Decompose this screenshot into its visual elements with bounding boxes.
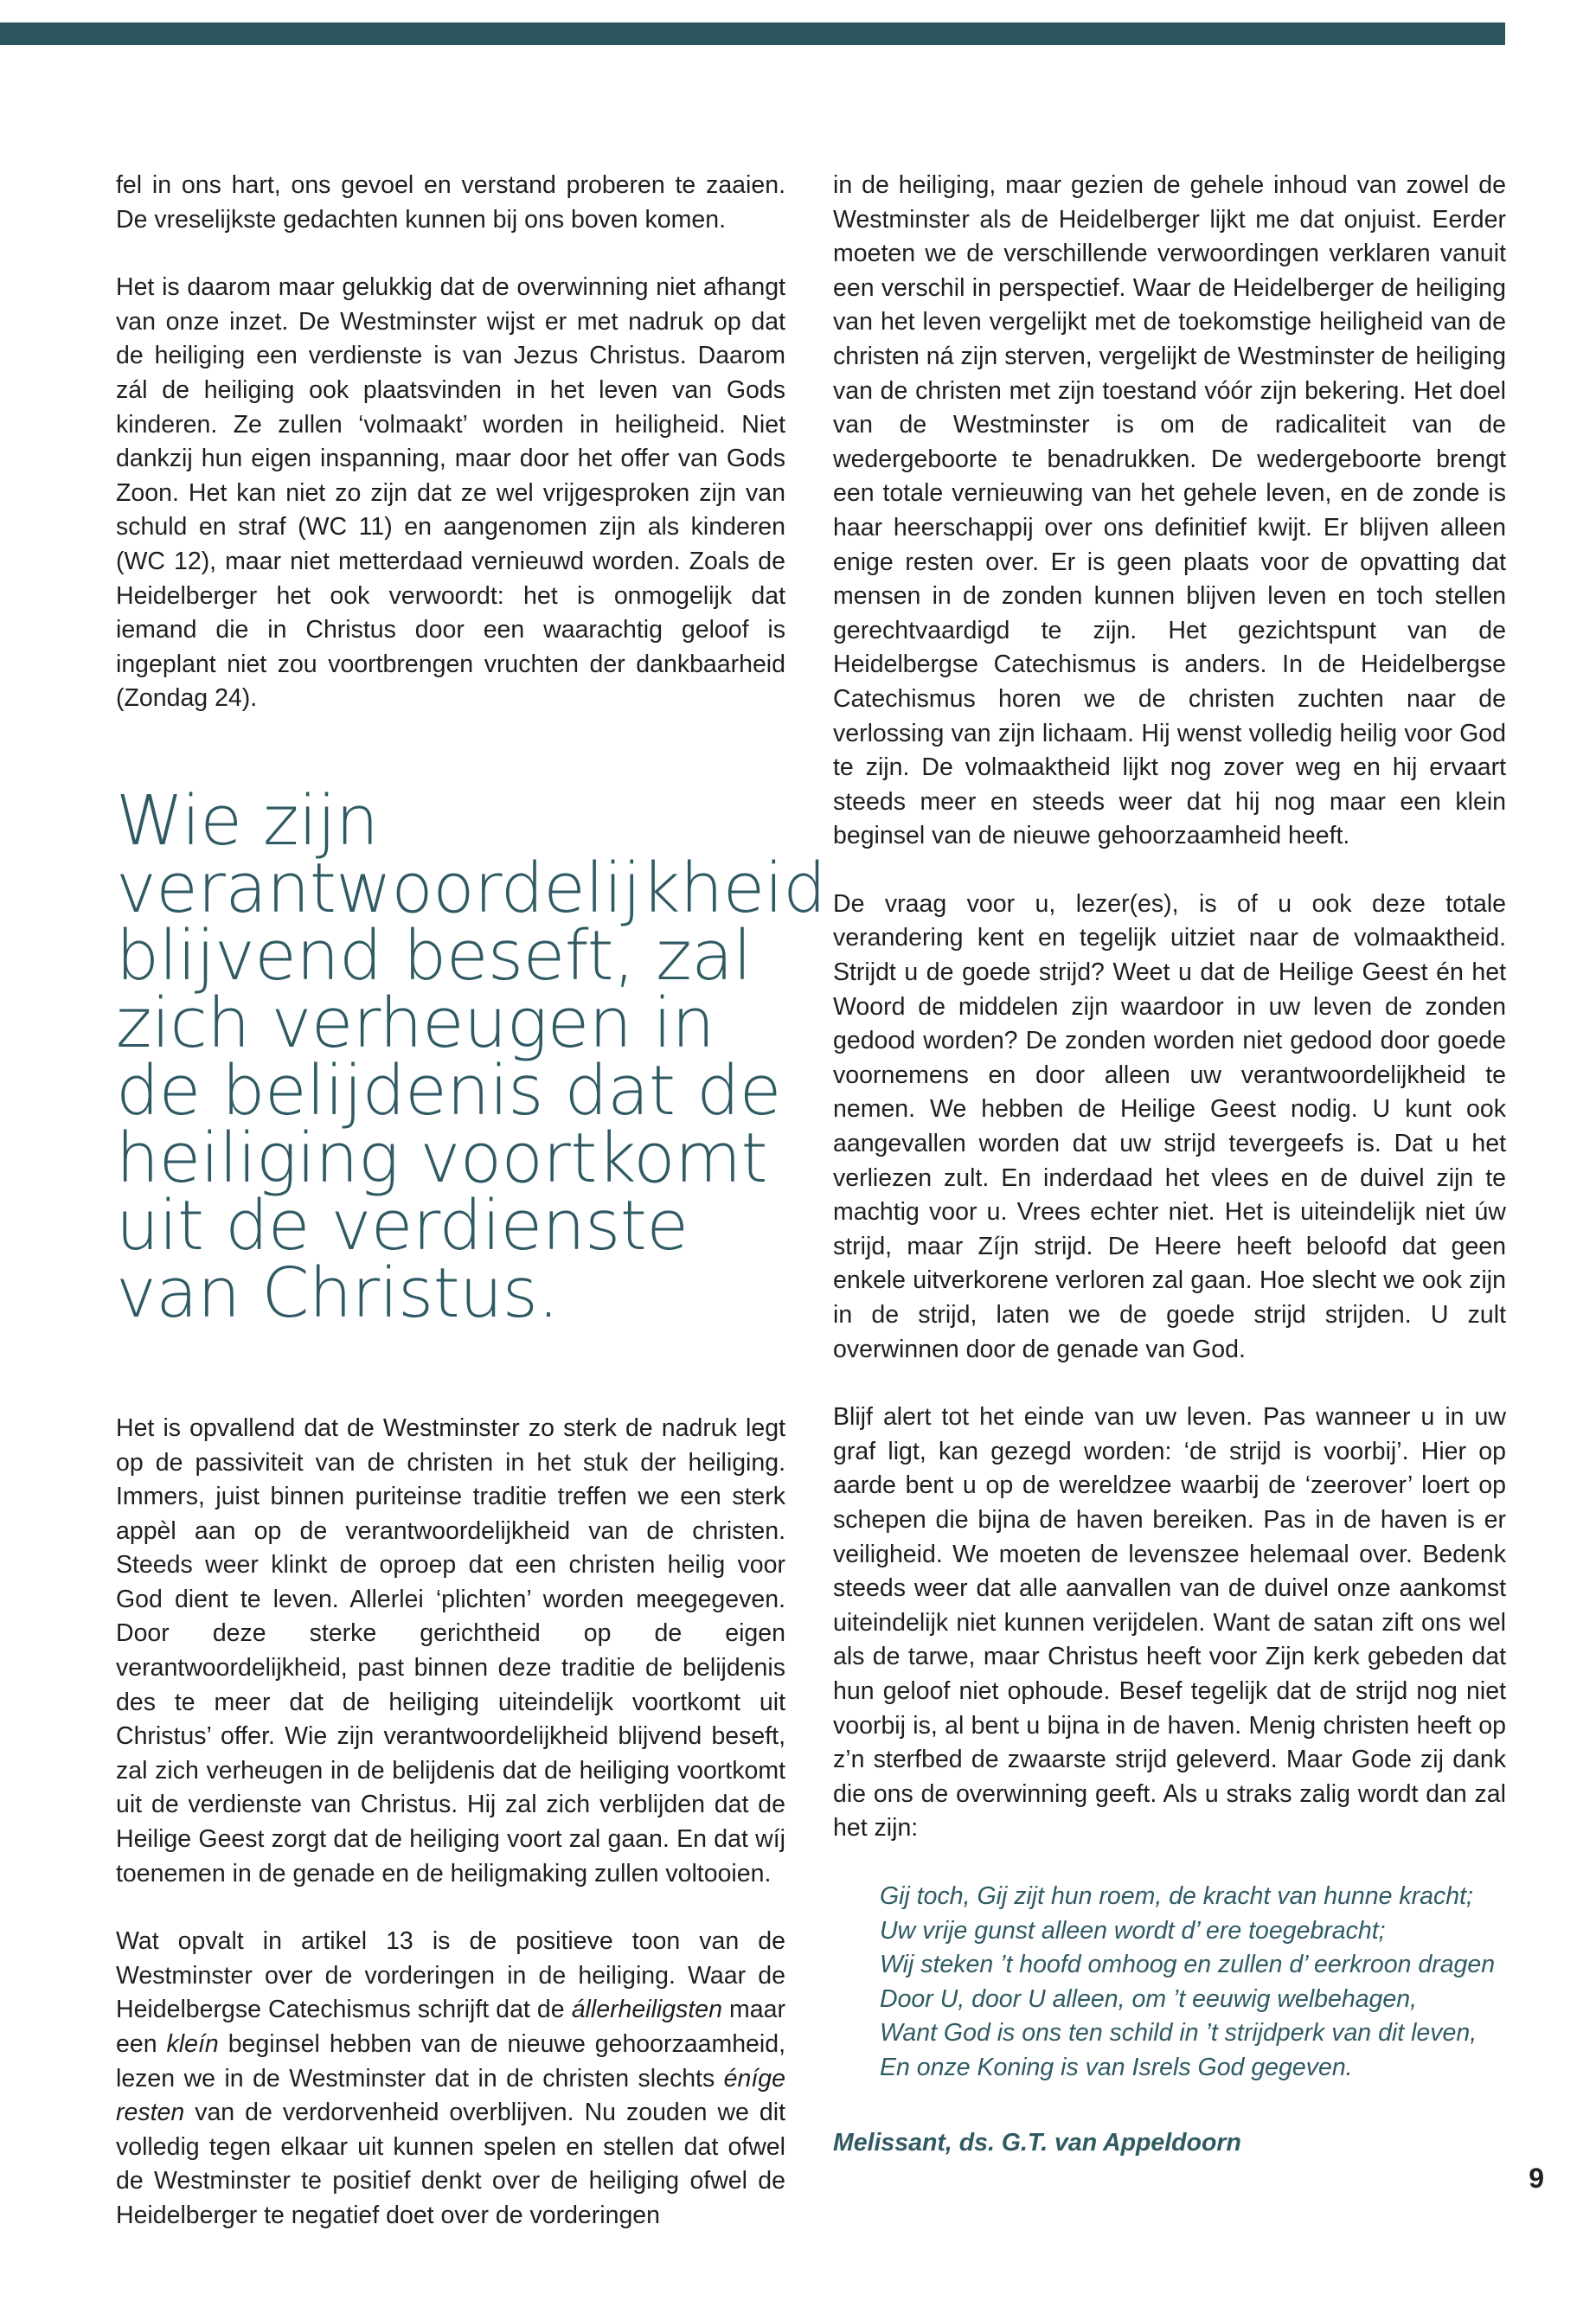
left-paragraph-2: Het is daarom maar gelukkig dat de overwinning niet afhangt van onze inzet. De Westminster wijst er met nadruk op dat de heiliging een verdienste is van Jezus Christus. Daarom zál de heiliging ook plaatsvinden in het leven van Gods kinderen. Ze zullen ‘volmaakt’ worden in heiligheid. Niet dankzij hun eigen inspanning, maar door het offer van Gods Zoon. Het kan niet zo zijn dat ze wel vrijgesproken zijn van schuld en straf (WC 11) en aangenomen zijn als kinderen (WC 12), maar niet metterdaad vernieuwd worden. Zoals de Heidelberger het ook verwoordt: het is onmogelijk dat iemand die in Christus door een waarachtig geloof is ingeplant niet zou voortbrengen vruchten der dankbaarheid (Zondag 24). [116, 273, 785, 713]
right-paragraph-1: in de heiliging, maar gezien de gehele inhoud van zowel de Westminster als de Heidelberger lijkt me dat onjuist. Eerder moeten we de verschillende verwoordingen verklaren vanuit een verschil in perspectief. Waar de Heidelberger de heiliging van het leven vergelijkt met de toekomstige heiligheid van de christen ná zijn sterven, vergelijkt de Westminster de heiliging van de christen met zijn toestand vóór zijn bekering. Het doel van de Westminster is om de radicaliteit van de wedergeboorte te benadrukken. De wedergeboorte brengt een totale vernieuwing van het gehele leven, en de zonde is haar heerschappij over ons definitief kwijt. Er blijven alleen enige resten over. Er is geen plaats voor de opvatting dat mensen in de zonden kunnen blijven leven en toch stellen gerechtvaardigd te zijn. Het gezichtspunt van de Heidelbergse Catechismus is anders. In de Heidelbergse Catechismus horen we de christen zuchten naar de verlossing van zijn lichaam. Hij wenst volledig heilig voor God te zijn. De volmaaktheid lijkt nog zover weg en hij ervaart steeds meer en steeds weer dat hij nog maar een klein beginsel van de nieuwe gehoorzaamheid heeft. [833, 171, 1506, 850]
poem-line: Want God is ons ten schild in ’t strijdperk van dit leven, [880, 2019, 1477, 2048]
right-paragraph-2: De vraag voor u, lezer(es), is of u ook deze totale verandering kent en tegelijk uitziet naar de volmaaktheid. Strijdt u de goede strijd? Weet u dat de Heilige Geest én het Woord de middelen zijn waardoor in uw leven de zonden gedood worden? De zonden worden niet gedood door goede voornemens en door alleen uw verantwoordelijkheid te nemen. We hebben de Heilige Geest nodig. U kunt ook aangevallen worden dat uw strijd tevergeefs is. Dat u het verliezen zult. En inderdaad het vlees en de duivel zijn te machtig voor u. Vrees echter niet. Het is uiteindelijk niet úw strijd, maar Zíjn strijd. De Heere heeft beloofd dat geen enkele uitverkorene verloren zal gaan. Hoe slecht we ook zijn in de strijd, laten we de goede strijd strijden. U zult overwinnen door de genade van God. [833, 889, 1506, 1363]
poem-line: Wij steken ’t hoofd omhoog en zullen d’ eerkroon dragen [880, 1951, 1496, 1979]
poem [880, 1880, 1506, 2086]
poem-line: En onze Koning is van Isrels God gegeven. [880, 2053, 1353, 2081]
left-column [116, 169, 826, 2267]
emphasis-enige-resten: éníge resten [116, 2064, 785, 2127]
left-paragraph-1: fel in ons hart, ons gevoel en verstand proberen te zaaien. De vreselijkste gedachten kunnen bij ons boven komen. [116, 171, 785, 234]
left-paragraph-3: Het is opvallend dat de Westminster zo sterk de nadruk legt op de passiviteit van de christen in het stuk der heiliging. Immers, juist binnen puriteinse traditie treffen we een sterk appèl aan op de verantwoordelijkheid van de christen. Steeds weer klinkt de oproep dat een christen heilig voor God dient te leven. Allerlei ‘plichten’ worden meegegeven. Door deze sterke gerichtheid op de eigen verantwoordelijkheid, past binnen deze traditie de belijdenis des te meer dat de heiliging uiteindelijk voortkomt uit Christus’ offer. Wie zijn verantwoordelijkheid blijvend beseft, zal zich verheugen in de belijdenis dat de heiliging voortkomt uit de verdienste van Christus. Hij zal zich verblijden dat de Heilige Geest zorgt dat de heiliging voort zal gaan. En dat wíj toenemen in de genade en de heiligmaking zullen voltooien. [116, 1413, 785, 1888]
emphasis-klein: kleín [166, 2030, 219, 2058]
poem-line: Gij toch, Gij zijt hun roem, de kracht van hunne kracht; [880, 1881, 1473, 1910]
left-paragraph-4 [116, 1925, 785, 2233]
poem-line: Uw vrije gunst alleen wordt d’ ere toegebracht; [880, 1916, 1386, 1945]
poem-line: Door U, door U alleen, om ’t eeuwig welbehagen, [880, 1984, 1418, 2013]
author-signature: Melissant, ds. G.T. van Appeldoorn [833, 2129, 1241, 2157]
text-run: van de verdorvenheid overblijven. Nu zouden we dit volledig tegen elkaar uit kunnen spelen en stellen dat ofwel de Westminster te positief denkt over de heiliging ofwel de Heidelberger te negatief doet over de vorderingen [116, 2099, 785, 2229]
right-column [833, 169, 1506, 2161]
text-run: beginsel hebben van de nieuwe gehoorzaamheid, lezen we in de Westminster dat in de christen slechts [116, 2030, 785, 2093]
emphasis-allerheiligsten: állerheiligsten [571, 1996, 722, 2024]
text-run: maar een [116, 1996, 785, 2058]
pull-quote: Wie zijn verantwoordelijkheid blijvend beseft, zal zich verheugen in de belijdenis dat de heiliging voortkomt uit de verdienste van Christus. [116, 780, 826, 1333]
text-run: Wat opvalt in artikel 13 is de positieve toon van de Westminster over de vorderingen in de heiliging. Waar de Heidelbergse Catechismus schrijft dat de [116, 1927, 785, 2024]
top-accent-bar [0, 22, 1505, 45]
page-number: 9 [1529, 2163, 1544, 2194]
right-paragraph-3: Blijf alert tot het einde van uw leven. Pas wanneer u in uw graf ligt, kan gezegd worden: ‘de strijd is voorbij’. Hier op aarde bent u op de wereldzee waarbij de ‘zeerover’ loert op schepen die bijna de haven bereiken. Pas in de haven is er veiligheid. We moeten de levenszee helemaal over. Bedenk steeds weer dat alle aanvallen van de duivel onze aankomst uiteindelijk niet kunnen verijdelen. Want de satan zift ons wel als de tarwe, maar Christus heeft voor Zijn kerk gebeden dat hun geloof niet ophoude. Besef tegelijk dat de strijd nog niet voorbij is, al bent u bijna in de haven. Menig christen heeft op z’n sterfbed de zwaarste strijd geleverd. Maar Gode zij dank die ons de overwinning geeft. Als u straks zalig wordt dan zal het zijn: [833, 1403, 1506, 1843]
